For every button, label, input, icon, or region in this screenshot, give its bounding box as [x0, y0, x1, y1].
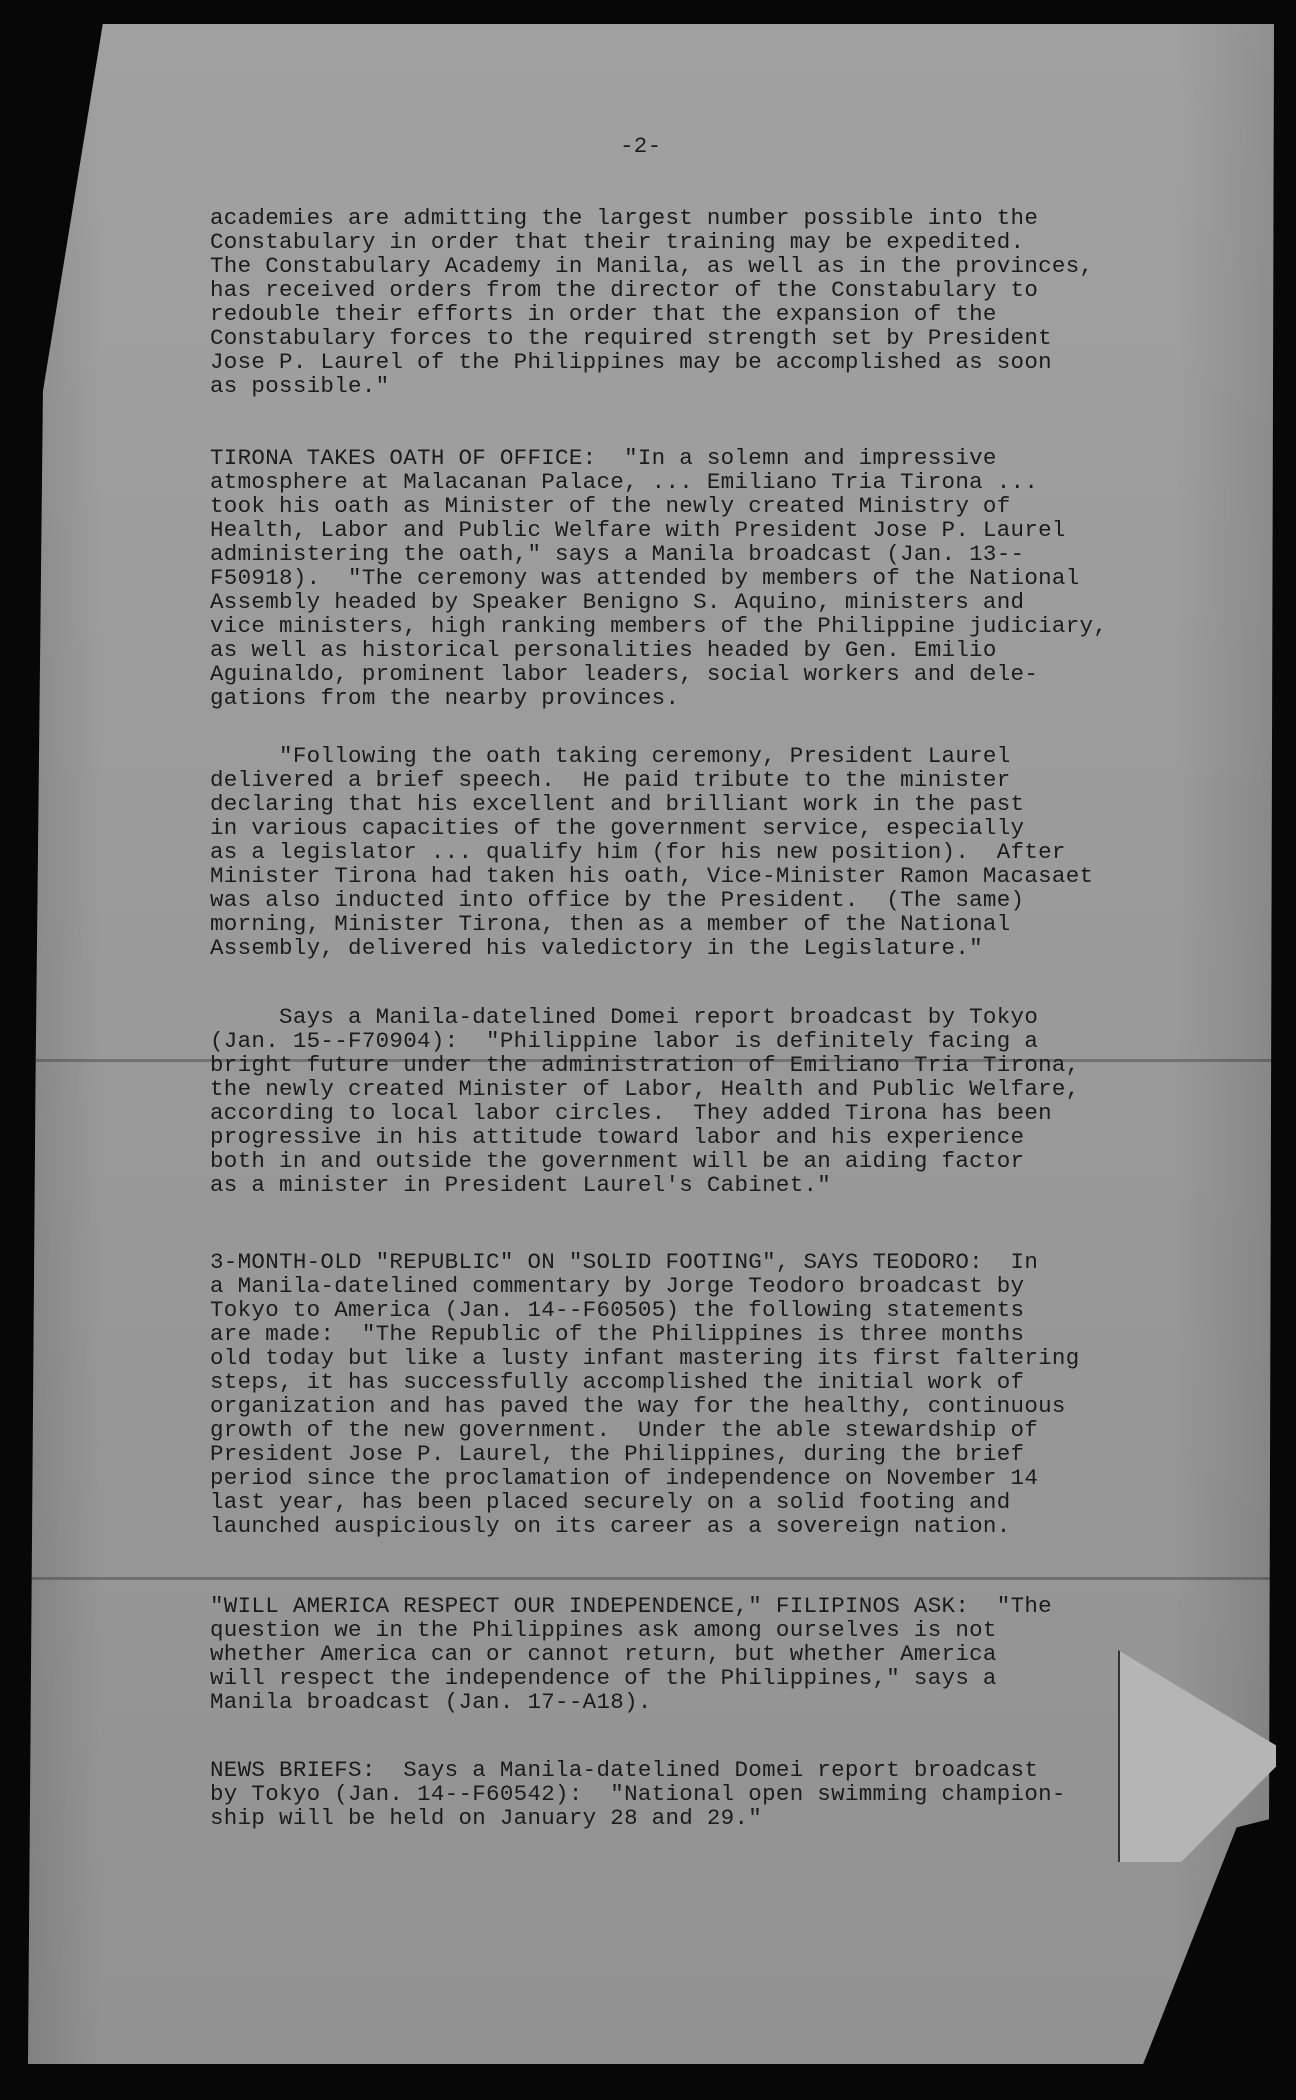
text-line: according to local labor circles. They added Tirona has been — [210, 1100, 1052, 1126]
text-line: (Jan. 15--F70904): "Philippine labor is definitely facing a — [210, 1028, 1039, 1054]
text-line: by Tokyo (Jan. 14--F60542): "National open swimming champion- — [210, 1781, 1066, 1807]
text-line: Constabulary forces to the required strength set by President — [210, 325, 1052, 351]
text-line: administering the oath," says a Manila broadcast (Jan. 13-- — [210, 541, 1025, 567]
text-line: Jose P. Laurel of the Philippines may be accomplished as soon — [210, 349, 1052, 375]
text-line: F50918). "The ceremony was attended by members of the National — [210, 565, 1080, 591]
text-line: in various capacities of the government service, especially — [210, 815, 1025, 841]
text-line: gations from the nearby provinces. — [210, 685, 680, 711]
text-line: was also inducted into office by the President. (The same) — [210, 887, 1025, 913]
text-line: the newly created Minister of Labor, Health and Public Welfare, — [210, 1076, 1080, 1102]
text-line: President Jose P. Laurel, the Philippines, during the brief — [210, 1441, 1025, 1467]
text-line: NEWS BRIEFS: Says a Manila-datelined Domei report broadcast — [210, 1757, 1039, 1783]
text-line: Assembly headed by Speaker Benigno S. Aquino, ministers and — [210, 589, 1025, 615]
text-line: Minister Tirona had taken his oath, Vice-Minister Ramon Macasaet — [210, 863, 1094, 889]
text-line: whether America can or cannot return, but whether America — [210, 1641, 997, 1667]
text-line: will respect the independence of the Philippines," says a — [210, 1665, 997, 1691]
text-line: as well as historical personalities headed by Gen. Emilio — [210, 637, 997, 663]
text-line: declaring that his excellent and brilliant work in the past — [210, 791, 1025, 817]
text-line: steps, it has successfully accomplished the initial work of — [210, 1369, 1025, 1395]
text-line: redouble their efforts in order that the expansion of the — [210, 301, 997, 327]
text-line: Manila broadcast (Jan. 17--A18). — [210, 1689, 652, 1715]
text-line: 3-MONTH-OLD "REPUBLIC" ON "SOLID FOOTING", SAYS TEODORO: In — [210, 1249, 1039, 1275]
text-line: bright future under the administration of Emiliano Tria Tirona, — [210, 1052, 1080, 1078]
text-line: Tokyo to America (Jan. 14--F60505) the following statements — [210, 1297, 1025, 1323]
text-line: atmosphere at Malacanan Palace, ... Emiliano Tria Tirona ... — [210, 469, 1039, 495]
text-line: Constabulary in order that their training may be expedited. — [210, 229, 1025, 255]
text-line: "Following the oath taking ceremony, President Laurel — [210, 743, 1011, 769]
text-line: progressive in his attitude toward labor and his experience — [210, 1124, 1025, 1150]
text-line: as a minister in President Laurel's Cabinet." — [210, 1172, 832, 1198]
text-line: old today but like a lusty infant mastering its first faltering — [210, 1345, 1080, 1371]
text-line: are made: "The Republic of the Philippines is three months — [210, 1321, 1025, 1347]
text-line: ship will be held on January 28 and 29." — [210, 1805, 763, 1831]
text-line: Assembly, delivered his valedictory in the Legislature." — [210, 935, 983, 961]
text-line: question we in the Philippines ask among ourselves is not — [210, 1617, 997, 1643]
text-line: "WILL AMERICA RESPECT OUR INDEPENDENCE," FILIPINOS ASK: "The — [210, 1593, 1052, 1619]
text-line: last year, has been placed securely on a solid footing and — [210, 1489, 1011, 1515]
text-line: as possible." — [210, 373, 390, 399]
text-line: The Constabulary Academy in Manila, as well as in the provinces, — [210, 253, 1094, 279]
text-line: as a legislator ... qualify him (for his new position). After — [210, 839, 1066, 865]
text-line: Health, Labor and Public Welfare with President Jose P. Laurel — [210, 517, 1066, 543]
text-line: growth of the new government. Under the able stewardship of — [210, 1417, 1039, 1443]
text-line: has received orders from the director of the Constabulary to — [210, 277, 1039, 303]
text-line: Says a Manila-datelined Domei report broadcast by Tokyo — [210, 1004, 1039, 1030]
text-line: morning, Minister Tirona, then as a member of the National — [210, 911, 1011, 937]
text-line: Aguinaldo, prominent labor leaders, social workers and dele- — [210, 661, 1039, 687]
text-line: organization and has paved the way for the healthy, continuous — [210, 1393, 1066, 1419]
text-line: launched auspiciously on its career as a sovereign nation. — [210, 1513, 1011, 1539]
text-line: period since the proclamation of independence on November 14 — [210, 1465, 1039, 1491]
text-line: TIRONA TAKES OATH OF OFFICE: "In a solemn and impressive — [210, 445, 997, 471]
text-line: vice ministers, high ranking members of the Philippine judiciary, — [210, 613, 1108, 639]
text-line: took his oath as Minister of the newly created Ministry of — [210, 493, 1011, 519]
text-line: both in and outside the government will be an aiding factor — [210, 1148, 1025, 1174]
page-number: -2- — [620, 133, 662, 159]
text-line: academies are admitting the largest number possible into the — [210, 205, 1039, 231]
text-line: delivered a brief speech. He paid tribute to the minister — [210, 767, 1011, 793]
text-line: a Manila-datelined commentary by Jorge Teodoro broadcast by — [210, 1273, 1025, 1299]
